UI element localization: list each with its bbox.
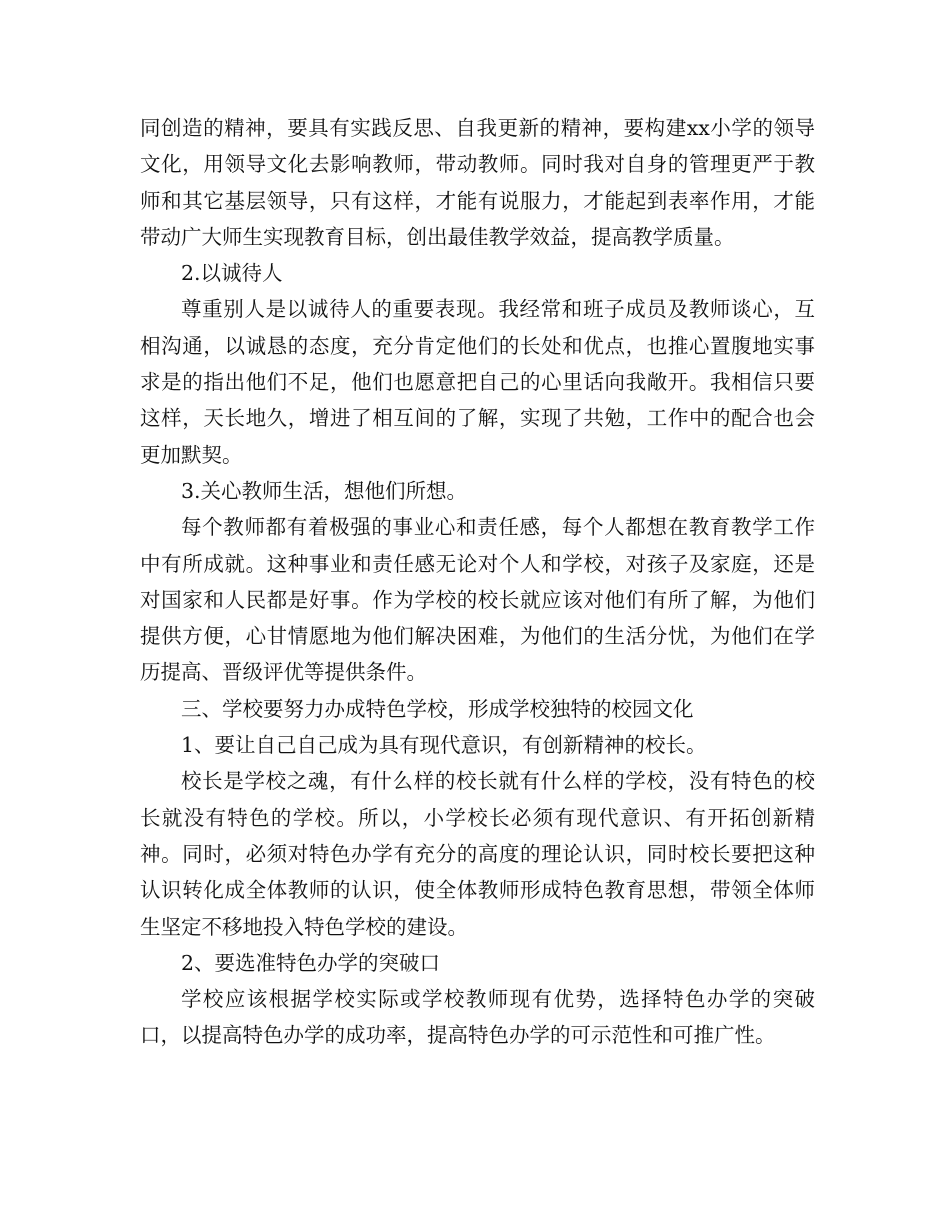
paragraph-3: 每个教师都有着极强的事业心和责任感，每个人都想在教育教学工作中有所成就。这种事业和责任感无论对个人和学校，对孩子及家庭，还是对国家和人民都是好事。作为学校的校长就应该对他们有所了解，为他们提供方便，心甘情愿地为他们解决困难，为他们的生活分忧，为他们在学历提高、晋级评优等提供条件。 [140,515,815,685]
heading-1-modern-principal: 1、要让自己自己成为具有现代意识，有创新精神的校长。 [181,733,707,758]
heading-3-care-teachers: 3.关心教师生活，想他们所想。 [181,478,468,503]
document-body [140,110,815,1054]
heading-2-sincerity: 2.以诚待人 [181,261,283,286]
paragraph-2: 尊重别人是以诚待人的重要表现。我经常和班子成员及教师谈心，互相沟通，以诚恳的态度，充分肯定他们的长处和优点，也推心置腹地实事求是的指出他们不足，他们也愿意把自己的心里话向我敞开。我相信只要这样，天长地久，增进了相互间的了解，实现了共勉，工作中的配合也会更加默契。 [140,297,815,467]
paragraph-5: 学校应该根据学校实际或学校教师现有优势，选择特色办学的突破口，以提高特色办学的成功率，提高特色办学的可示范性和可推广性。 [140,987,815,1048]
paragraph-4: 校长是学校之魂，有什么样的校长就有什么样的学校，没有特色的校长就没有特色的学校。所以，小学校长必须有现代意识、有开拓创新精神。同时，必须对特色办学有充分的高度的理论认识，同时校长要把这种认识转化成全体教师的认识，使全体教师形成特色教育思想，带领全体师生坚定不移地投入特色学校的建设。 [140,769,815,939]
paragraph-1: 同创造的精神，要具有实践反思、自我更新的精神，要构建xx小学的领导文化，用领导文化去影响教师，带动教师。同时我对自身的管理更严于教师和其它基层领导，只有这样，才能有说服力，才能起到表率作用，才能带动广大师生实现教育目标，创出最佳教学效益，提高教学质量。 [140,116,815,249]
heading-2-breakthrough: 2、要选准特色办学的突破口 [181,950,441,975]
section-heading-3: 三、学校要努力办成特色学校，形成学校独特的校园文化 [181,696,694,721]
